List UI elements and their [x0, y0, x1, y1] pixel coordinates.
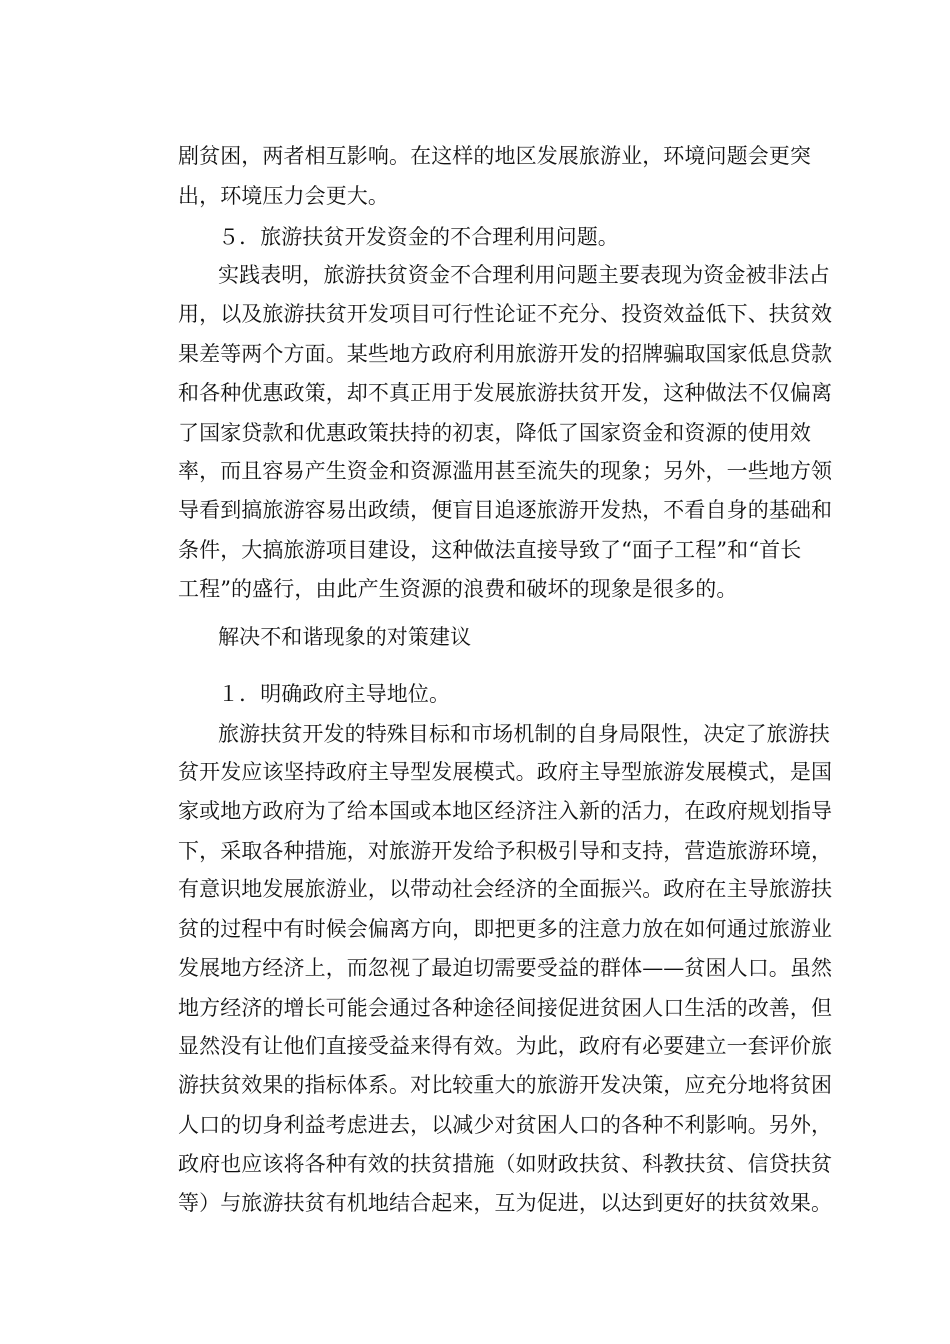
text-line: 发展地方经济上，而忽视了最迫切需要受益的群体——贫困人口。虽然: [178, 956, 833, 980]
text-line: 政府也应该将各种有效的扶贫措施（如财政扶贫、科教扶贫、信贷扶贫: [178, 1152, 833, 1176]
text-line: 贫开发应该坚持政府主导型发展模式。政府主导型旅游发展模式，是国: [178, 760, 833, 784]
section-heading: ５．旅游扶贫开发资金的不合理利用问题。: [218, 225, 619, 249]
text-line: 实践表明，旅游扶贫资金不合理利用问题主要表现为资金被非法占: [218, 263, 830, 287]
text-line: 果差等两个方面。某些地方政府利用旅游开发的招牌骗取国家低息贷款: [178, 342, 833, 366]
text-line: 导看到搞旅游容易出政绩，便盲目追逐旅游开发热，不看自身的基础和: [178, 498, 833, 522]
text-line: 和各种优惠政策，却不真正用于发展旅游扶贫开发，这种做法不仅偏离: [178, 381, 833, 405]
text-line: 条件，大搞旅游项目建设，这种做法直接导致了“面子工程”和“首长: [178, 538, 802, 562]
text-line: 有意识地发展旅游业，以带动社会经济的全面振兴。政府在主导旅游扶: [178, 877, 833, 901]
text-line: 了国家贷款和优惠政策扶持的初衷，降低了国家资金和资源的使用效: [178, 421, 811, 445]
text-line: 显然没有让他们直接受益来得有效。为此，政府有必要建立一套评价旅: [178, 1034, 833, 1058]
text-line: 人口的切身利益考虑进去，以减少对贫困人口的各种不利影响。另外，: [178, 1113, 833, 1137]
text-line: 游扶贫效果的指标体系。对比较重大的旅游开发决策，应充分地将贫困: [178, 1073, 833, 1097]
text-line: 旅游扶贫开发的特殊目标和市场机制的自身局限性，决定了旅游扶: [218, 722, 830, 746]
text-line: 贫的过程中有时候会偏离方向，即把更多的注意力放在如何通过旅游业: [178, 917, 833, 941]
text-line: 家或地方政府为了给本国或本地区经济注入新的活力，在政府规划指导: [178, 799, 833, 823]
text-line: 剧贫困，两者相互影响。在这样的地区发展旅游业，环境问题会更突: [178, 144, 811, 168]
text-line: 用，以及旅游扶贫开发项目可行性论证不充分、投资效益低下、扶贫效: [178, 302, 833, 326]
text-line: 工程”的盛行，由此产生资源的浪费和破坏的现象是很多的。: [178, 577, 738, 601]
text-line: 率，而且容易产生资金和资源滥用甚至流失的现象；另外，一些地方领: [178, 459, 833, 483]
section-title: 解决不和谐现象的对策建议: [218, 625, 472, 649]
text-line: 下，采取各种措施，对旅游开发给予积极引导和支持，营造旅游环境，: [178, 839, 833, 863]
text-line: 等）与旅游扶贫有机地结合起来，互为促进，以达到更好的扶贫效果。: [178, 1191, 833, 1215]
section-heading: １．明确政府主导地位。: [218, 682, 451, 706]
text-line: 地方经济的增长可能会通过各种途径间接促进贫困人口生活的改善，但: [178, 996, 833, 1020]
text-line: 出，环境压力会更大。: [178, 184, 389, 208]
